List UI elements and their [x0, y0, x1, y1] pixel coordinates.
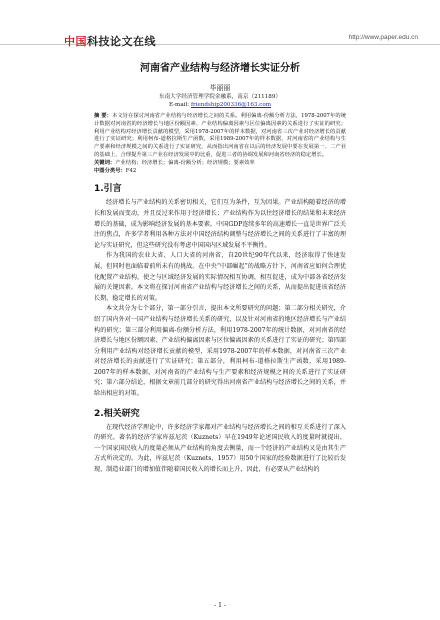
section-heading: 1.引言 [94, 184, 122, 195]
classification [94, 168, 346, 176]
paragraph: 本文共分为七个部分，第一部分引言，提出本文所要研究的问题；第二部分相关研究，介绍了国内外对一国产业结构与经济增长关系的研究，以及针对河南省的地区经济增长与产业结构的研究；第三部分利用偏离-份额分析方法，利用1978-2007年的统计数据，对河南省的经济增长与地区份额因素、产业结构偏离因素与区位偏离因素的关系进行了实证的研究；第四部分利用产业结构对经济增长贡献的模型，采用1978-2007年的样本数据，对河南省三次产业对经济增长的贡献进行了实证研究；第五部分，利用柯布-道格拉斯生产函数，采用1989-2007年的样本数据，对河南省的产业结构与生产要素和经济规模之间的关系进行了实证研究；第六部分结论，根据文章前几部分的研究得出河南省产业结构与经济增长之间的关系，并给出相应的对策。 [94, 305, 346, 398]
page-number: - 1 - [214, 602, 226, 609]
paragraph: 经济增长与产业结构的关系密切相关，它们互为条件，互为因果。产业结构随着经济的增长和发展而变动，并且反过来作用于经济增长；产业结构作为以往经济增长的结果和未来经济增长的基础，成为影响经济发展的基本要素。中国GDP连续多年的高速增长一直是世界广泛关注的焦点，许多学者利用各种方法对中国经济结构调整与经济增长之间的关系进行了丰富的理论与实证研究，但这些研究没有考虑中国国内区域发展不平衡性。 [94, 199, 346, 249]
section-heading: 2.相关研究 [94, 408, 140, 419]
keywords-label: 关键词： [94, 159, 116, 166]
paper-title: 河南省产业结构与经济增长实证分析 [140, 63, 300, 74]
paper-email [94, 101, 346, 109]
abstract-label: 摘 要： [94, 113, 112, 119]
abstract-text: 本文旨在探讨河南省产业结构与经济增长之间的关系。利用偏离-份额分析方法，1978-2007年的统计数据对河南省的经济增长与地区份额因素、产业结构偏离因素与区位偏离因素的关系进行了实证的研究；利用产业结构对经济增长贡献的模型，采用1978-2007年的样本数据，对河南省三次产业对经济增长的贡献进行了实证研究；利用柯布-道格拉斯生产函数，采用1989-2007年的样本数据，对河南省的产业结构与生产要素和经济规模之间的关系进行了实证研究，从而指出河南省在以后的经济发展中要在发展第一、二产业的基础上，合理提升第三产业在经济发展中的比重，促进三者的协调发展和河南省经济的稳定增长。 [94, 113, 346, 158]
site-logo[interactable] [64, 33, 156, 49]
site-header [0, 0, 440, 48]
abstract [94, 113, 346, 160]
paper-author: 毕丽丽 [209, 84, 231, 92]
classification-code: F42 [125, 167, 137, 174]
logo-dark-text: 科技论文在线 [87, 35, 156, 48]
logo-red-text: 中国 [64, 35, 87, 48]
paragraph: 作为我国的农业大省、人口大省的河南省，自20世纪90年代以来，经济取得了快速发展，但同时也面临着前所未有的挑战。在中央“中部崛起”的战略方针下，河南省应如何合理优化配置产业结构，使之与区域经济发展的实际情况相互协调，相互促进，成为中部各省经济发展的关键因素。本文将在探讨河南省产业结构与经济增长之间的关系，从而提出促进该省经济长期、稳定增长的对策。 [94, 252, 346, 302]
paper-affiliation: 东南大学经济管理学院金融系，南京（211189） [158, 94, 282, 100]
email-label: E-mail: [168, 102, 191, 108]
keywords-text: 产业结构；经济增长；偏离-份额分析；经济规模；要素效率 [115, 159, 255, 166]
classification-label: 中图分类号： [94, 167, 126, 174]
paragraph: 在现代经济学理论中，许多经济学家都对产业结构与经济增长之间的相互关系进行了深入的研究。著名的经济学家库兹尼茨（Kuznets）早在1949年论述国民收入的度量时就提出，一个国家国民收入的度量必须从产业结构的角度去衡量，而一个经济的产业结构又是由其生产方式所决定的。为此，库兹尼茨（Kuznets，1957）用50个国家的经验数据进行了比较后发现，制造业部门的增加值伴随着国民收入的增长而上升，因此，有必要从产业结构的 [94, 423, 346, 474]
paper-body [94, 62, 346, 476]
site-url[interactable]: http://www.paper.edu.cn [348, 34, 418, 41]
email-link[interactable]: friendship200336@163.com [190, 102, 272, 108]
keywords [94, 160, 346, 168]
